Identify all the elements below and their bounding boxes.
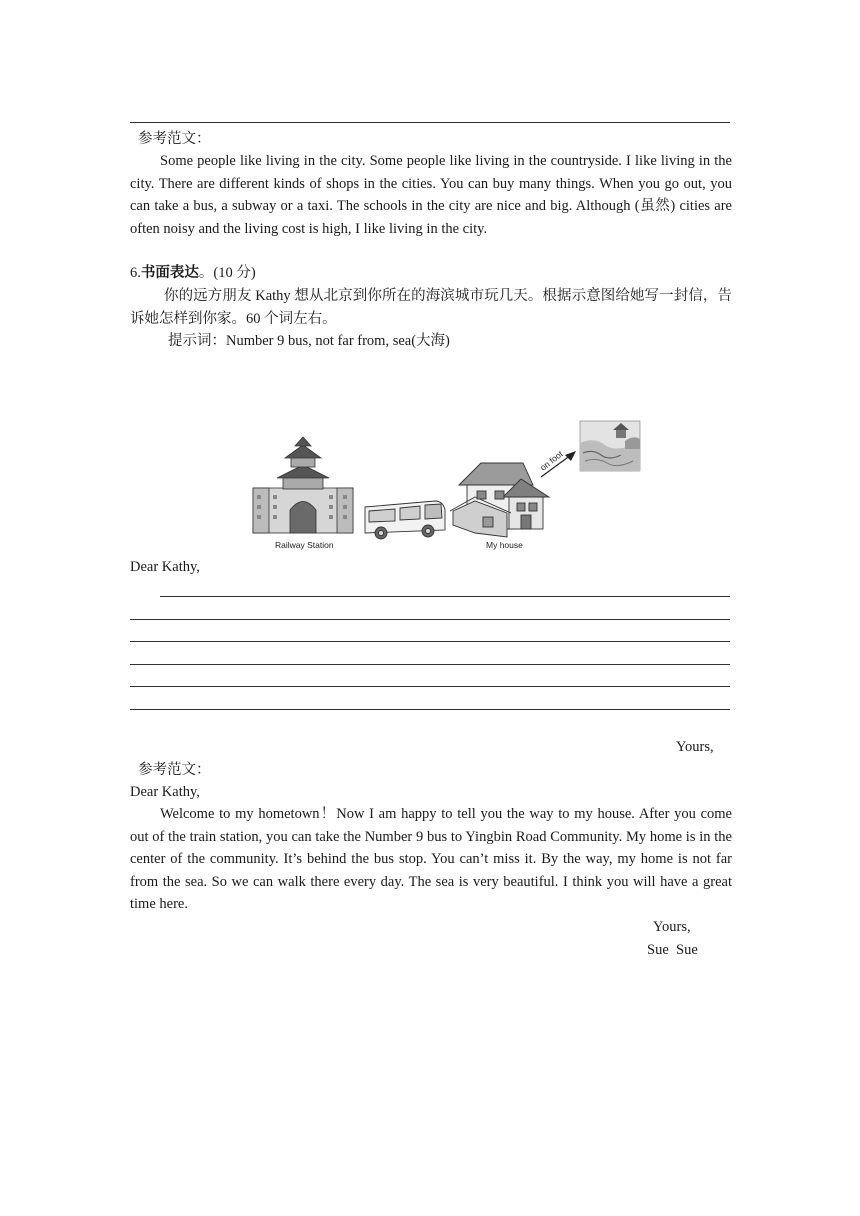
- reference-label: 参考范文：: [138, 131, 211, 147]
- hint-words: 提示词：Number 9 bus, not far from, sea(大海): [168, 333, 450, 349]
- answer-line[interactable]: [130, 664, 730, 665]
- answer-line[interactable]: [130, 619, 730, 620]
- answer-line[interactable]: [130, 709, 730, 710]
- sample-closing: Yours,: [653, 919, 691, 935]
- sea-image: [580, 421, 640, 471]
- question-title: 书面表达: [140, 265, 199, 281]
- question-number: 6.: [130, 265, 141, 281]
- route-illustration: [245, 415, 645, 557]
- house-label: My house: [486, 540, 523, 550]
- answer-line[interactable]: [130, 686, 730, 687]
- letter-closing: Yours,: [676, 739, 714, 755]
- question-heading: [130, 262, 256, 284]
- sample-signature: Sue Sue: [647, 942, 698, 958]
- house-image: [450, 463, 549, 537]
- answer-line: [130, 122, 730, 123]
- railway-station-image: [253, 437, 353, 533]
- reference-label: 参考范文：: [138, 762, 211, 778]
- bus-image: [365, 501, 445, 539]
- answer-line[interactable]: [160, 596, 730, 597]
- sample-letter-body: Welcome to my hometown！Now I am happy to tell you the way to my house. After you come out of the train station, you can take the Number 9 bus to Yingbin Road Community. My home is in the center of the community. It’s behind the bus stop. You can’t miss it. By the way, my home is not far from the sea. So we can walk there every day. The sea is very beautiful. I think you will have a great time here.: [130, 806, 732, 913]
- question-score: 。(10 分): [198, 265, 256, 281]
- arrow-label: on foot: [538, 448, 565, 473]
- question-prompt: 你的远方朋友 Kathy 想从北京到你所在的海滨城市玩几天。根据示意图给她写一封信，告诉她怎样到你家。60 个词左右。: [130, 288, 732, 327]
- answer-line[interactable]: [130, 641, 730, 642]
- sample-greeting: Dear Kathy,: [130, 784, 200, 800]
- reference-essay: Some people like living in the city. Some people like living in the countryside. I like living in the city. There are different kinds of shops in the cities. You can buy many things. When you go out, you can take a bus, a subway or a taxi. The schools in the city are nice and big. Although (虽然) cities are often noisy and the living cost is high, I like living in the city.: [130, 153, 732, 237]
- railway-station-label: Railway Station: [275, 540, 334, 550]
- letter-greeting: Dear Kathy,: [130, 559, 200, 575]
